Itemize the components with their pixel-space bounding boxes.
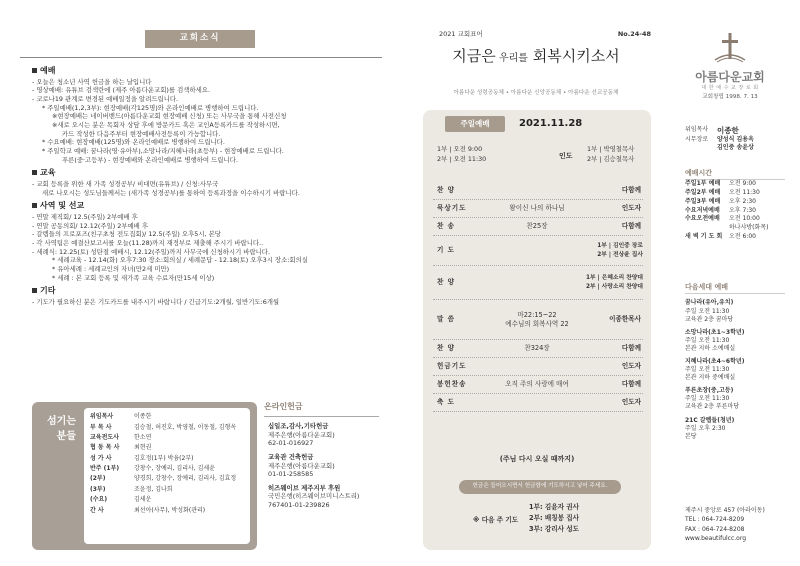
minister-role <box>685 144 717 152</box>
ministers-list <box>685 126 785 152</box>
giving-account-title: 십일조,감사,기타헌금 <box>268 422 329 430</box>
staff-row <box>90 454 244 464</box>
website-link[interactable]: www.beautifulcc.org <box>685 534 747 542</box>
worship-row-label: 찬 양 <box>437 278 456 287</box>
next-gen-item <box>685 299 785 323</box>
next-generation-worship <box>685 278 785 441</box>
worship-time-name: 주일3부 예배 <box>685 197 721 205</box>
worship-row-leader: 다함께 <box>621 222 641 231</box>
news-item: * 주일예배(1,2,3부): 현장예배(각125명)와 온라인예배로 병행하여 드립니다. <box>42 103 259 112</box>
worship-row-label: 찬 송 <box>437 222 456 231</box>
church-info-panel <box>675 18 785 554</box>
worship-row-content-line: 찬25장 <box>526 222 548 231</box>
news-item: ※현장예배는 네이버밴드(아름다운교회 현장예배 신청) 또는 사무국을 통해 사전신청 <box>52 112 287 121</box>
next-gen-title: 푸른초장(중,고등) <box>685 387 734 395</box>
church-news-panel <box>20 18 382 554</box>
giving-account-line: 제주은행(아름다운교회) <box>268 461 335 470</box>
service-leader: 2부 | 김승철목사 <box>587 155 635 164</box>
staff-names: 김승철, 허진호, 박영철, 이동철, 김형옥 <box>134 423 237 431</box>
worship-row <box>433 182 643 200</box>
next-gen-item <box>685 329 785 353</box>
next-gen-line: 본관 지하 소예배실 <box>685 344 736 352</box>
bullet-square-icon <box>32 68 37 73</box>
staff-role: 부 목 사 <box>90 423 112 431</box>
online-giving-title: 온라인헌금 <box>264 402 303 411</box>
worship-row <box>433 340 643 358</box>
staff-names: 조윤정, 김나희 <box>134 485 173 493</box>
worship-order-panel <box>417 18 655 554</box>
worship-row-content <box>481 380 593 389</box>
staff-row <box>90 464 244 474</box>
minister-role: 위임목사 <box>685 126 709 133</box>
staff-row <box>90 433 244 443</box>
worship-time-row <box>685 224 785 233</box>
prayer-assignee: 2부: 배칭봉 집사 <box>529 514 580 523</box>
next-gen-item <box>685 358 785 382</box>
worship-row-leaders <box>597 242 643 259</box>
next-gen-line: 교육관 2층 꿈마당 <box>685 315 734 323</box>
worship-time-name: 새 벽 기 도 회 <box>685 232 723 240</box>
section-title-text: 기타 <box>40 286 56 296</box>
contact-info <box>685 506 785 543</box>
giving-account-line: 62-01-016927 <box>268 439 314 448</box>
news-item: 푸른(중·고등부) - 현장예배와 온라인예배로 병행하여 드립니다. <box>62 155 238 164</box>
staff-row <box>90 506 244 516</box>
staff-role: 성 가 사 <box>90 454 112 462</box>
next-gen-title: 꿈나라(유아,유치) <box>685 299 734 307</box>
worship-row-content-line: 찬324장 <box>524 344 550 353</box>
section-title-text: 교육 <box>40 168 56 178</box>
bullet-square-icon <box>32 170 37 175</box>
staff-side-line: 섬기는 <box>47 416 76 427</box>
worship-row-label: 봉헌찬송 <box>437 380 467 389</box>
service-times <box>437 140 639 172</box>
section-title <box>32 201 380 212</box>
phone: TEL : 064-724-8209 <box>685 516 745 524</box>
staff-role: 간 사 <box>90 506 104 514</box>
church-logo <box>675 30 785 101</box>
giving-account-title: 교육관 건축헌금 <box>268 452 314 461</box>
minister-name: 양성식 김용옥 <box>717 136 754 144</box>
giving-accounts <box>268 422 378 515</box>
staff-role: 반주 (1부) <box>90 465 120 473</box>
worship-date: 2021.11.28 <box>519 118 583 129</box>
next-gen-line: 교육관 2층 푸른마당 <box>685 403 740 411</box>
staff-row <box>90 422 244 432</box>
minister-name: 김인중 송윤상 <box>717 144 754 152</box>
worship-row-leader: 다함께 <box>621 186 641 195</box>
service-time: 1부 | 오전 9:00 <box>437 145 483 153</box>
worship-time-row <box>685 215 785 224</box>
address: 제주시 중앙로 457 (아라이동) <box>685 507 765 514</box>
cross-logo-icon <box>713 30 747 64</box>
worship-row-label: 헌금기도 <box>437 362 467 371</box>
staff-row <box>90 495 244 505</box>
worship-row <box>433 266 643 300</box>
community-motto: 아름다운 성령공동체 • 아름다운 신앙공동체 • 아름다운 선교공동체 <box>453 90 619 96</box>
motto-part: 회복시키소서 <box>532 47 620 65</box>
next-gen-title: 지혜나라(초4~6학년) <box>685 358 745 365</box>
news-item: * 주일학교 예배: 꿈나라(영·유아부),소망나라/지혜나라(초등부) - 현장예배로 드립니다. <box>42 146 284 155</box>
closing-text: (주님 다시 오실 때까지) <box>499 455 575 463</box>
worship-time-value: 오전 6:00 <box>729 232 756 240</box>
divider <box>264 416 379 417</box>
yearly-motto-label: 2021 교회표어 <box>439 30 483 38</box>
worship-time-name: 수요오전예배 <box>685 215 720 223</box>
minister-name: 이종한 <box>717 126 739 135</box>
giving-account <box>268 453 378 479</box>
order-of-worship <box>423 110 651 550</box>
section-title-text: 예배 <box>40 66 56 75</box>
minister-row <box>685 136 785 144</box>
prayer-assignee: 1부: 김윤자 권사 <box>529 503 580 511</box>
news-item: - 세례식: 12.25(토) 성탄절 예배시, 12.12(주일)까지 사무국에 신청하시기 바랍니다. <box>32 247 271 256</box>
minister-row <box>685 126 785 136</box>
worship-row <box>433 236 643 266</box>
offering-note: 헌금은 들어오시면서 헌금함에 기도하시고 넣어 주세요. <box>459 480 621 494</box>
news-sections <box>32 62 380 307</box>
staff-names: 강창수, 장예리, 김리사, 김세윤 <box>134 465 215 473</box>
bullet-square-icon <box>32 288 37 293</box>
divider <box>20 57 382 58</box>
worship-row-label: 말 씀 <box>437 315 456 324</box>
staff-role: 교육전도사 <box>90 433 119 441</box>
worship-row-label: 묵상기도 <box>437 204 467 213</box>
worship-time-row <box>685 233 785 242</box>
news-item: 카드 작성한 다음주부터 현장예배사전등록이 가능합니다. <box>62 129 221 138</box>
worship-row <box>433 218 643 236</box>
news-item: - 각 사역팀은 예결산보고서를 오늘(11.28)까지 재정부로 제출해 주시기 바랍니다.. <box>32 239 264 247</box>
staff-names: 양경희, 강창수, 장예리, 김리사, 김효정 <box>134 475 237 483</box>
worship-row <box>433 300 643 340</box>
worship-time-row <box>685 198 785 207</box>
worship-row-label: 찬 양 <box>437 344 456 353</box>
news-item: 새로 나오시는 성도님들께서는 (새가족 성경공부)를 통하여 등록과정을 이수하시기 바랍니다. <box>42 188 300 197</box>
worship-row-leader: 다함께 <box>621 344 641 353</box>
church-news-header: 교회소식 <box>145 30 255 48</box>
staff-names: 김호정(1부) 박융(2부) <box>134 454 194 462</box>
giving-account <box>268 422 378 448</box>
next-week-prayer-label: ※ 다음 주 기도 <box>473 516 519 524</box>
worship-time-value: 오전 9:00 <box>729 180 756 188</box>
giving-account-line: 01-01-258585 <box>268 470 314 479</box>
worship-time-value: 하나샤방(화목) <box>729 223 769 231</box>
worship-row-leader: 다함께 <box>621 380 641 389</box>
fax: FAX : 064-724-8208 <box>685 525 745 533</box>
worship-time-row <box>685 180 785 189</box>
next-gen-line: 주일 오전 11:30 <box>685 336 730 344</box>
next-gen-line: 주일 오전 11:30 <box>685 307 730 315</box>
minister-row <box>685 144 785 152</box>
worship-time-value: 오전 10:00 <box>729 215 760 223</box>
online-giving <box>264 402 379 550</box>
worship-row-leader: 2부 | 사랑소리 찬양대 <box>585 283 643 290</box>
denomination: 대 한 예 수 교 장 로 회 <box>701 84 759 91</box>
worship-row-content-line: 왕이신 나의 하나님 <box>509 204 565 213</box>
next-gen-line: 주일 오전 11:30 <box>685 366 730 374</box>
service-time: 2부 | 오전 11:30 <box>437 155 487 164</box>
section-title-text: 사역 및 선교 <box>40 201 85 211</box>
worship-time-value: 오후 7:30 <box>729 206 756 214</box>
worship-row-content <box>481 222 593 231</box>
news-item: * 세례 : 본 교회 등록 및 새가족 교육 수료자(만15세 이상) <box>52 273 215 282</box>
next-gen-line: 본관 지하 중예배실 <box>685 374 736 382</box>
worship-time-name: 주일1부 예배 <box>685 180 721 188</box>
next-gen-line: 본당 <box>685 432 697 440</box>
news-item: - 기도가 필요하신 분은 기도카드를 내주시기 바랍니다 / 긴급기도:2개월, 일반기도:6개월 <box>32 298 280 306</box>
news-item: - 오늘은 청소년 사역 헌금을 하는 날입니다 <box>32 77 152 86</box>
next-generation-title: 다음세대 예배 <box>685 283 785 294</box>
worship-row-leader: 인도자 <box>621 398 641 407</box>
staff-names: 최선아(사무), 박성화(관리) <box>134 506 206 514</box>
worship-row-content-line: 오직 주의 사랑에 매여 <box>505 380 569 389</box>
worship-time-value: 오전 11:30 <box>729 189 760 197</box>
worship-row-label: 기 도 <box>437 246 456 255</box>
worship-time-name <box>685 224 729 233</box>
issue-number: No.24-48 <box>617 30 651 38</box>
prayer-assignee: 3부: 강리사 성도 <box>529 525 580 534</box>
staff-names: 이종한 <box>134 413 152 421</box>
staff-role: 협 동 목 사 <box>90 444 120 452</box>
motto-part: 우리를 <box>498 53 528 64</box>
news-item: - 갈렙들의 프로포즈(친구초청 전도집회)/ 12.5(주일) 오후5시, 본당 <box>32 230 221 239</box>
worship-row-leader: 인도자 <box>621 362 641 371</box>
worship-row <box>433 200 643 218</box>
news-item: - 영상예배: 유튜브 검색란에 (제주 아름다운교회)를 검색하세요. <box>32 86 210 95</box>
giving-account-line: 제주은행(아름다운교회) <box>268 430 335 439</box>
worship-row-leader: 인도자 <box>621 204 641 213</box>
worship-row-leader: 이종한목사 <box>609 315 641 324</box>
worship-row-content-line: 마22:15~22 <box>517 310 557 319</box>
minister-role: 시무장로 <box>685 136 709 144</box>
worship-row-leader: 1부 | 김인중 장로 <box>597 242 643 249</box>
worship-row-content-line: 예수님의 회복사역 22 <box>505 319 569 328</box>
worship-row-content <box>481 204 593 213</box>
staff-names: 최현권 <box>134 444 152 452</box>
next-gen-title: 소망나라(초1~3학년) <box>685 328 745 336</box>
staff-row <box>90 412 244 422</box>
worship-time-row <box>685 207 785 216</box>
motto <box>417 46 655 66</box>
giving-account <box>268 484 378 510</box>
news-item: - 코로나19 관계로 변경된 예배일정을 알려드립니다. <box>32 95 179 104</box>
worship-time-name: 수요저녁예배 <box>685 206 720 214</box>
staff-role: 위임목사 <box>90 413 114 421</box>
next-gen-line: 주일 오전 11:30 <box>685 395 730 403</box>
worship-row <box>433 376 643 394</box>
worship-times-title: 예배시간 <box>685 169 785 180</box>
giving-account-title: 히즈웨이브 제주지부 후원 <box>268 483 341 492</box>
staff-side-label <box>46 414 76 444</box>
news-item: * 수요예배: 현장예배(125명)와 온라인예배로 병행하여 드립니다. <box>42 138 225 147</box>
motto-part: 지금은 <box>452 47 496 65</box>
worship-rows <box>433 182 643 412</box>
founded-date: 교회창립 1998. 7. 13 <box>702 93 758 100</box>
next-gen-title: 21C 갈렙들(청년) <box>685 416 735 424</box>
staff-names: 한소연 <box>134 433 152 441</box>
news-item: - 연말 제직회/ 12.5(주일) 2부예배 후 <box>32 213 138 222</box>
section-title <box>32 168 380 179</box>
worship-row-leader: 1부 | 은혜소리 찬양대 <box>585 274 643 281</box>
worship-row <box>433 394 643 412</box>
worship-row-leader: 2부 | 전상윤 집사 <box>597 251 643 258</box>
staff-role: (2부) <box>90 475 106 483</box>
giving-account-line: 국민은행(히즈웨이브미니스트리) <box>268 492 360 501</box>
worship-row-label: 찬 양 <box>437 186 456 195</box>
staff-list <box>84 408 250 544</box>
news-item: * 세례교육 - 12.14(화) 오후7:30 장소:회의실 / 세례문답 - 12.18(토) 오후3시 장소:회의실 <box>52 256 308 265</box>
staff-role: (수요) <box>90 496 108 504</box>
sunday-worship-tab: 주일예배 <box>445 116 505 132</box>
staff-row <box>90 485 244 495</box>
news-item: * 유아세례 : 세례교인의 자녀(만2세 미만) <box>52 264 170 273</box>
staff-role: (3부) <box>90 485 106 493</box>
staff-side-line: 분들 <box>56 431 76 442</box>
service-leader: 1부 | 박영철목사 <box>587 145 635 153</box>
worship-time-row <box>685 189 785 198</box>
worship-row <box>433 358 643 376</box>
next-gen-item <box>685 387 785 411</box>
next-gen-line: 주일 오후 2:30 <box>685 424 726 432</box>
worship-time-value: 오후 2:30 <box>729 197 756 205</box>
worship-row-label: 축 도 <box>437 398 456 407</box>
staff-row <box>90 474 244 484</box>
section-title <box>32 66 380 77</box>
news-item: - 연말 공동의회/ 12.12(주일) 2부예배 후 <box>32 221 149 230</box>
church-name: 아름다운교회 <box>695 69 765 84</box>
worship-row-content <box>481 344 593 353</box>
section-title <box>32 286 380 297</box>
news-item: ※새로 오시는 분은 목회자 상담 후에 방문카드 혹은 교인A등록카드를 작성하시면, <box>52 121 280 129</box>
news-item: - 교회 등록을 위한 새 가족 성경공부/ 비대면(유튜브) / 신청:사무국 <box>32 180 219 188</box>
staff-box <box>32 402 257 550</box>
bullet-square-icon <box>32 203 37 208</box>
next-gen-item <box>685 417 785 441</box>
leader-label: 인도 <box>559 152 573 160</box>
worship-times <box>685 164 785 241</box>
worship-time-name: 주일2부 예배 <box>685 189 721 197</box>
worship-row-leaders <box>586 274 643 291</box>
staff-row <box>90 443 244 453</box>
staff-names: 김세운 <box>134 496 152 504</box>
giving-account-line: 767401-01-239826 <box>268 501 330 510</box>
worship-row-content <box>481 311 593 329</box>
